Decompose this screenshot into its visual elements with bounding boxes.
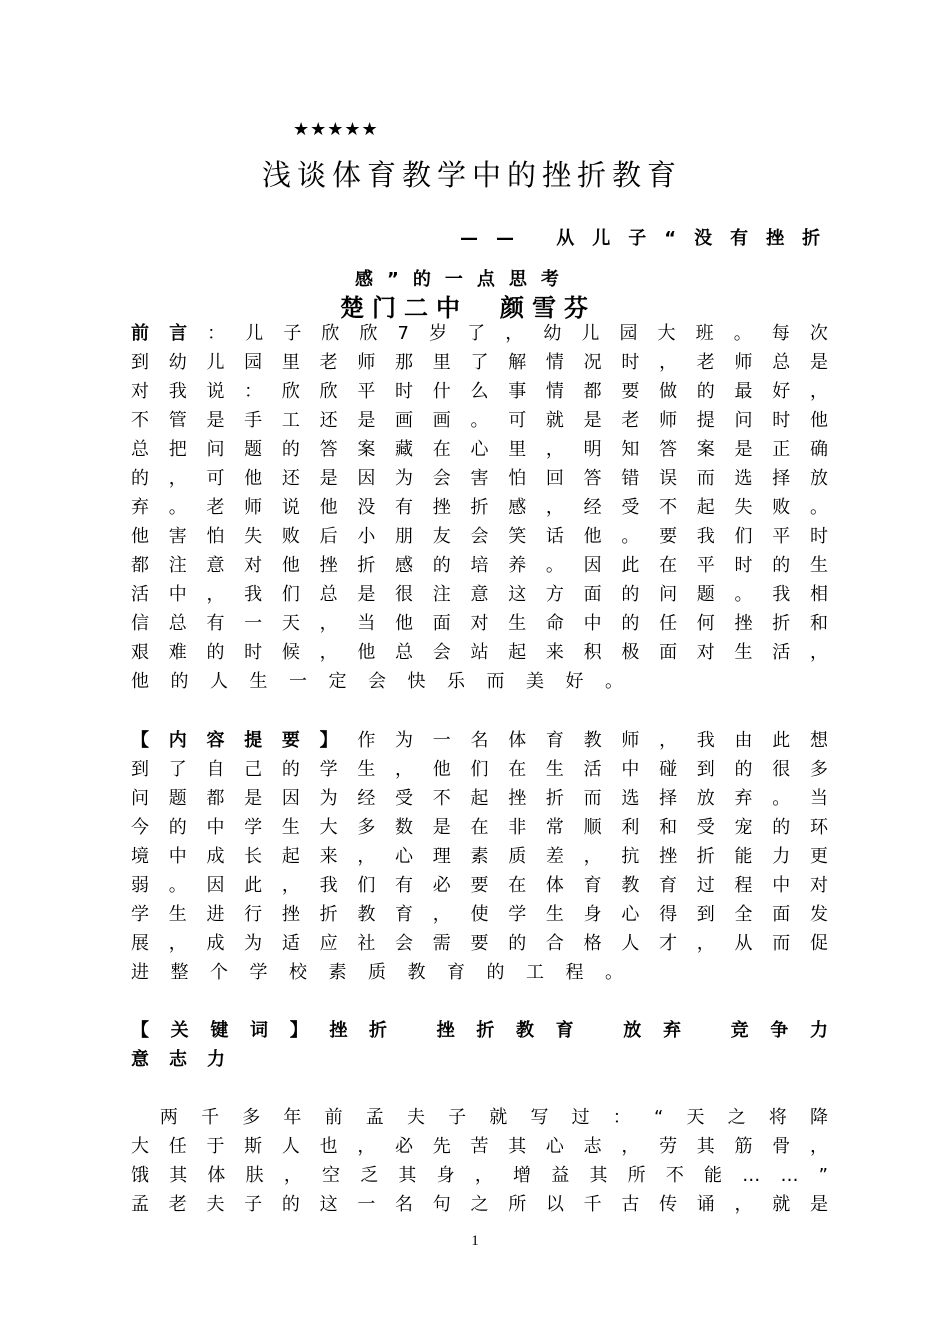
summary-line: 弱 。 因 此 ， 我 们 有 必 要 在 体 育 教 育 过 程 中 对 <box>131 875 828 896</box>
preface-line: 艰 难 的 时 候 ， 他 总 会 站 起 来 积 极 面 对 生 活 ， <box>131 642 828 663</box>
preface-line: 总 把 问 题 的 答 案 藏 在 心 里 ， 明 知 答 案 是 正 确 <box>131 439 828 460</box>
preface-line: 对 我 说 ： 欣 欣 平 时 什 么 事 情 都 要 做 的 最 好 ， <box>131 381 828 402</box>
preface-line: 弃 。 老 师 说 他 没 有 挫 折 感 ， 经 受 不 起 失 败 。 <box>131 497 828 518</box>
rating-stars: ★★★★★ <box>293 119 379 140</box>
preface-line: 不 管 是 手 工 还 是 画 画 。 可 就 是 老 师 提 问 时 他 <box>131 410 828 431</box>
author-line: 楚门二中 颜雪芬 <box>340 293 596 322</box>
page-number: 1 <box>471 1233 479 1249</box>
preface-line: 他 的 人 生 一 定 会 快 乐 而 美 好 。 <box>131 671 623 692</box>
body-line: 饿 其 体 肤 ， 空 乏 其 身 ， 增 益 其 所 不 能 … … ” <box>131 1165 828 1186</box>
summary-line: 学 生 进 行 挫 折 教 育 ， 使 学 生 身 心 得 到 全 面 发 <box>131 904 828 925</box>
keywords-line: 【 关 键 词 】 挫 折 挫 折 教 育 放 弃 竞 争 力 <box>131 1020 828 1041</box>
body-line: 大 任 于 斯 人 也 ， 必 先 苦 其 心 志 ， 劳 其 筋 骨 ， <box>131 1136 828 1157</box>
subtitle-line-1: —— 从儿子“没有挫折 <box>460 228 839 249</box>
preface-line: 都 注 意 对 他 挫 折 感 的 培 养 。 因 此 在 平 时 的 生 <box>131 555 828 576</box>
summary-paragraph <box>131 726 828 987</box>
summary-line: 进 整 个 学 校 素 质 教 育 的 工 程 。 <box>131 962 623 983</box>
body-paragraph <box>131 1103 828 1219</box>
summary-line: 【 内 容 提 要 】 作 为 一 名 体 育 教 师 ， 我 由 此 想 <box>131 730 828 751</box>
preface-line: 他 害 怕 失 败 后 小 朋 友 会 笑 话 他 。 要 我 们 平 时 <box>131 526 828 547</box>
keywords-line: 意 志 力 <box>131 1049 225 1070</box>
preface-line: 信 总 有 一 天 ， 当 他 面 对 生 命 中 的 任 何 挫 折 和 <box>131 613 828 634</box>
body-line: 孟 老 夫 子 的 这 一 名 句 之 所 以 千 古 传 诵 ， 就 是 <box>131 1194 828 1215</box>
preface-line: 到 幼 儿 园 里 老 师 那 里 了 解 情 况 时 ， 老 师 总 是 <box>131 352 828 373</box>
preface-line: 活 中 ， 我 们 总 是 很 注 意 这 方 面 的 问 题 。 我 相 <box>131 584 828 605</box>
preface-line: 前 言 ： 儿 子 欣 欣 7 岁 了 ， 幼 儿 园 大 班 。 每 次 <box>131 323 828 344</box>
summary-line: 到 了 自 己 的 学 生 ， 他 们 在 生 活 中 碰 到 的 很 多 <box>131 759 828 780</box>
preface-paragraph <box>131 319 828 696</box>
body-line: 两 千 多 年 前 孟 夫 子 就 写 过 ： “ 天 之 将 降 <box>159 1107 828 1128</box>
summary-line: 境 中 成 长 起 来 ， 心 理 素 质 差 ， 抗 挫 折 能 力 更 <box>131 846 828 867</box>
subtitle-line-2: 感”的一点思考 <box>355 269 573 290</box>
page-title: 浅谈体育教学中的挫折教育 <box>262 158 683 192</box>
summary-line: 问 题 都 是 因 为 经 受 不 起 挫 折 而 选 择 放 弃 。 当 <box>131 788 828 809</box>
keywords-paragraph <box>131 1016 828 1074</box>
summary-line: 展 ， 成 为 适 应 社 会 需 要 的 合 格 人 才 ， 从 而 促 <box>131 933 828 954</box>
summary-line: 今 的 中 学 生 大 多 数 是 在 非 常 顺 利 和 受 宠 的 环 <box>131 817 828 838</box>
preface-line: 的 ， 可 他 还 是 因 为 会 害 怕 回 答 错 误 而 选 择 放 <box>131 468 828 489</box>
